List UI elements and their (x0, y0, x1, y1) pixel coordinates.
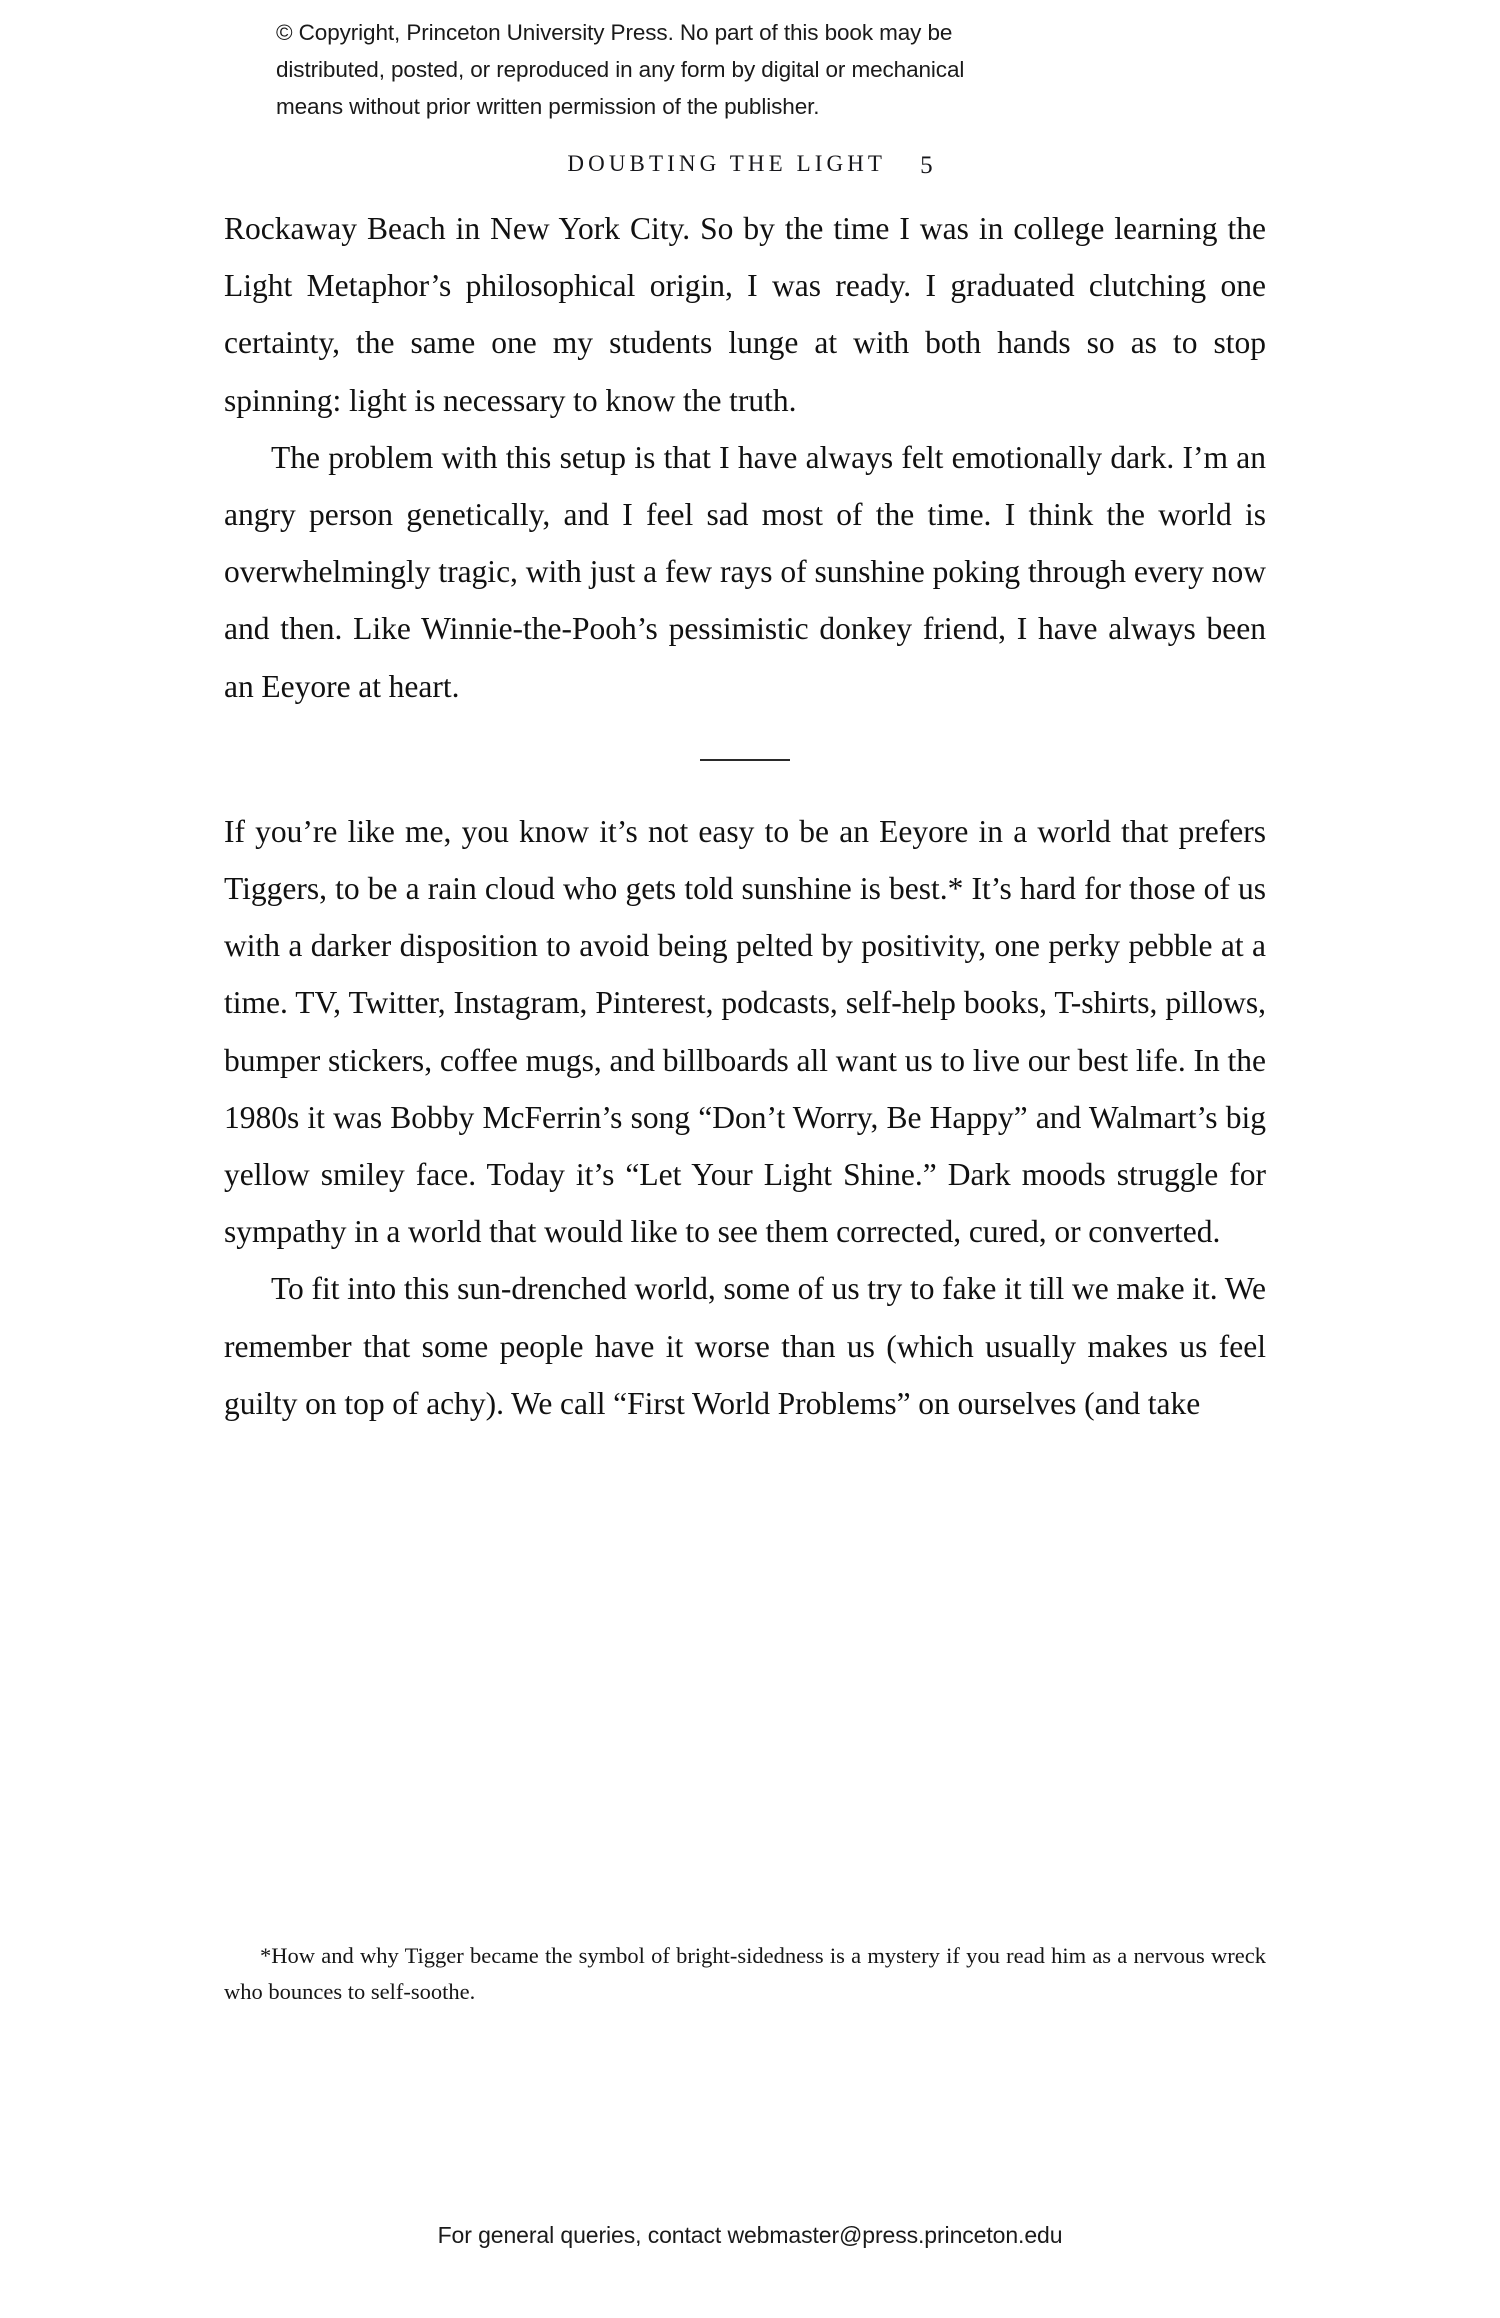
copyright-notice (276, 14, 1226, 125)
page-number: 5 (920, 152, 933, 179)
footnote-text: How and why Tigger became the symbol of bright-sidedness is a mystery if you read him as a nervous wreck who bounces to self-soothe. (224, 1943, 1266, 2004)
body-paragraph-1: Rockaway Beach in New York City. So by the time I was in college learning the Light Metaphor’s philosophical origin, I was ready. I graduated clutching one certainty, the same one my students lunge at with both hands so as to stop spinning: light is necessary to know the truth. (224, 211, 1266, 418)
running-head-title: DOUBTING THE LIGHT (567, 151, 887, 176)
copyright-line-2: distributed, posted, or reproduced in any form by digital or mechanical (276, 57, 965, 82)
footnote-marker: * (260, 1943, 272, 1968)
running-head (0, 150, 1500, 178)
body-paragraph-2: The problem with this setup is that I have always felt emotionally dark. I’m an angry person genetically, and I feel sad most of the time. I think the world is overwhelmingly tragic, with just a few rays of sunshine poking through every now and then. Like Winnie-the-Pooh’s pessimistic donkey friend, I have always been an Eeyore at heart. (224, 439, 1266, 704)
footnote (224, 1938, 1266, 2010)
divider-rule (700, 759, 790, 761)
footer-query-line: For general queries, contact webmaster@press.princeton.edu (437, 2222, 1063, 2248)
copyright-line-1: © Copyright, Princeton University Press. No part of this book may be (276, 20, 953, 45)
copyright-line-3: means without prior written permission of the publisher. (276, 94, 820, 119)
body-paragraph-4: To fit into this sun-drenched world, some of us try to fake it till we make it. We remember that some people have it worse than us (which usually makes us feel guilty on top of achy). We call “First World Problems” on ourselves (and take (224, 1271, 1266, 1421)
section-divider (224, 715, 1266, 803)
body-paragraph-3: If you’re like me, you know it’s not easy to be an Eeyore in a world that prefers Tiggers, to be a rain cloud who gets told sunshine is best.* It’s hard for those of us with a darker disposition to avoid being pelted by positivity, one perky pebble at a time. TV, Twitter, Instagram, Pinterest, podcasts, self-help books, T-shirts, pillows, bumper stickers, coffee mugs, and billboards all want us to live our best life. In the 1980s it was Bobby McFerrin’s song “Don’t Worry, Be Happy” and Walmart’s big yellow smiley face. Today it’s “Let Your Light Shine.” Dark moods struggle for sympathy in a world that would like to see them corrected, cured, or converted. (224, 813, 1266, 1250)
body-text-column (224, 200, 1266, 1432)
